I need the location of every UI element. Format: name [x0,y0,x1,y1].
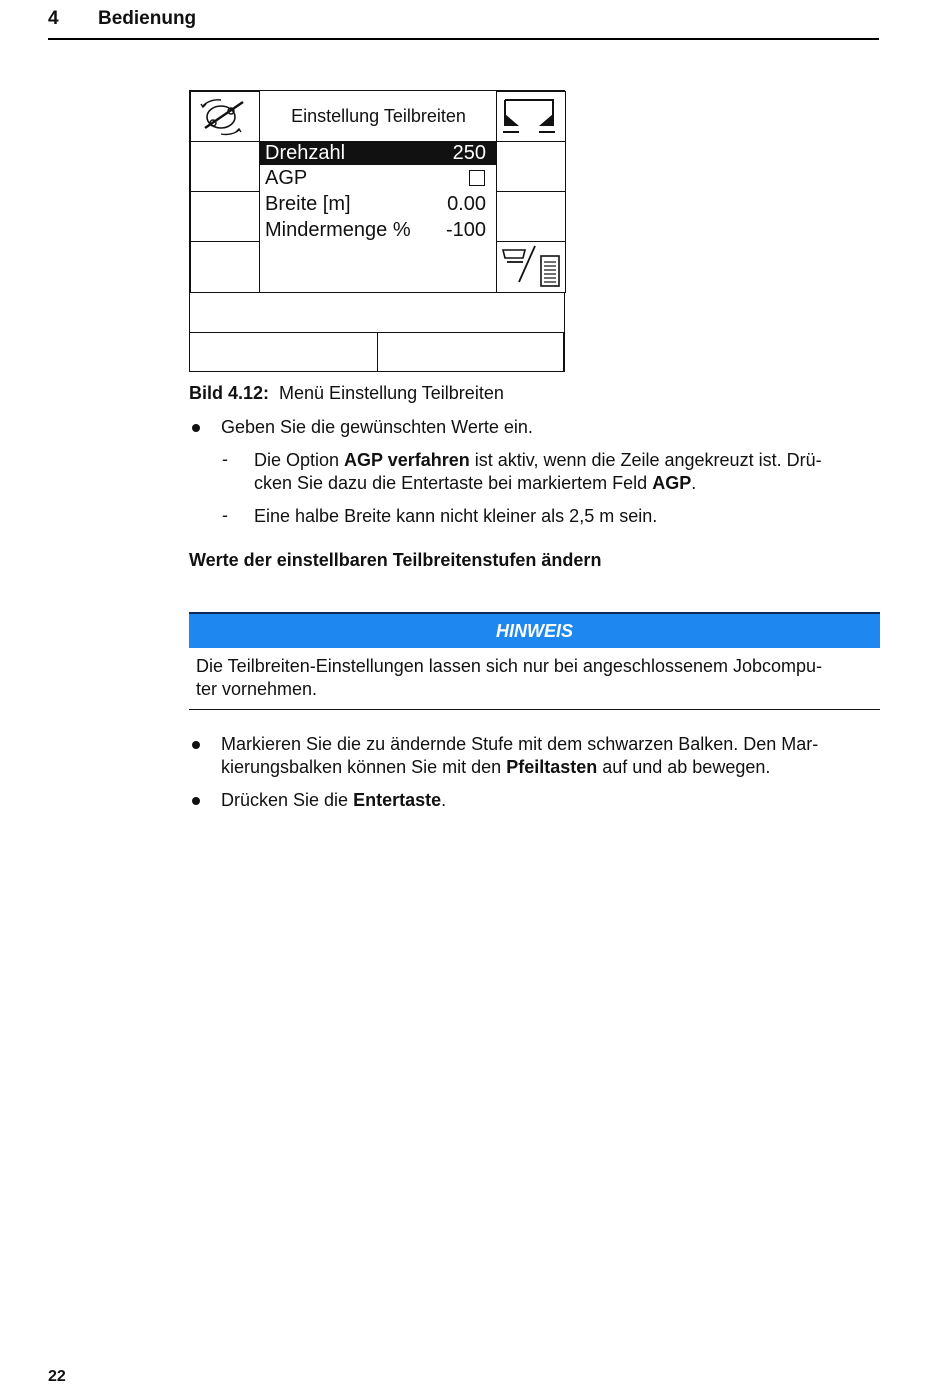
setting-value: -100 [445,219,486,241]
sub-instruction-width: Eine halbe Breite kann nicht kleiner als 2,5 m sein. [254,506,658,526]
softkey-left-2[interactable] [190,141,260,192]
softkey-section-width[interactable] [496,91,566,142]
bullet-dot [192,797,200,805]
instruction-1: Geben Sie die gewünschten Werte ein. [221,417,533,437]
chapter-title: Bedienung [98,8,197,29]
text: Die Teilbreiten-Einstellungen lassen sich nur bei angeschlossenem Jobcompu- [196,656,823,676]
step-press-enter [221,789,446,812]
setting-label: Breite [m] [265,193,351,215]
chapter-number: 4 [48,8,59,29]
terminal-screen [189,90,565,372]
setting-label: Drehzahl [265,142,346,164]
text: . [691,473,697,493]
setting-row-mindermenge[interactable] [260,218,497,242]
softkey-rotor-speed[interactable] [190,91,260,142]
bullet-dot [192,424,200,432]
screen-title: Einstellung Teilbreiten [291,105,466,126]
emphasis: Pfeiltasten [506,757,598,777]
notice-text [196,655,880,701]
caption-text: Menü Einstellung Teilbreiten [279,383,504,403]
bullet-dot [192,741,200,749]
text: Die Option [254,450,345,470]
emphasis: AGP verfahren [344,450,470,470]
notice-bottom-rule [189,709,880,710]
figure-caption [189,383,504,404]
setting-value: 0.00 [447,193,486,215]
page-number: 22 [48,1368,66,1385]
notice-banner [189,612,880,648]
softkey-machine-data[interactable] [496,241,566,293]
softkey-left-4[interactable] [190,241,260,293]
section-heading: Werte der einstellbaren Teilbreitenstufen ändern [189,550,602,570]
emphasis: Entertaste [353,790,442,810]
softkey-bottom-left[interactable] [189,332,379,372]
text: kierungsbalken können Sie mit den [221,757,507,777]
text: cken Sie dazu die Entertaste bei markiertem Feld [254,473,653,493]
softkey-right-3[interactable] [496,191,566,242]
setting-value: 250 [452,142,486,164]
text: ist aktiv, wenn die Zeile angekreuzt ist. Drü- [469,450,822,470]
text: auf und ab bewegen. [597,757,771,777]
step-mark-level [221,733,880,779]
dash-marker: - [222,449,228,469]
notice-title: HINWEIS [495,620,573,641]
setting-row-agp[interactable] [260,166,497,190]
text: Drücken Sie die [221,790,354,810]
softkey-bottom-right[interactable] [377,332,564,372]
screen-divider [190,292,563,293]
agp-checkbox[interactable] [469,170,485,186]
sub-instruction-agp [254,449,880,495]
text: . [441,790,447,810]
caption-label: Bild 4.12: [189,383,270,403]
setting-row-drehzahl[interactable] [260,141,497,165]
dash-marker: - [222,505,228,525]
softkey-right-2[interactable] [496,141,566,192]
header-rule [48,38,879,40]
emphasis: AGP [652,473,692,493]
setting-label: AGP [265,167,308,189]
text: Markieren Sie die zu ändernde Stufe mit dem schwarzen Balken. Den Mar- [221,734,819,754]
text: ter vornehmen. [196,679,318,699]
setting-row-breite[interactable] [260,192,497,216]
setting-label: Mindermenge % [265,219,411,241]
softkey-left-3[interactable] [190,191,260,242]
